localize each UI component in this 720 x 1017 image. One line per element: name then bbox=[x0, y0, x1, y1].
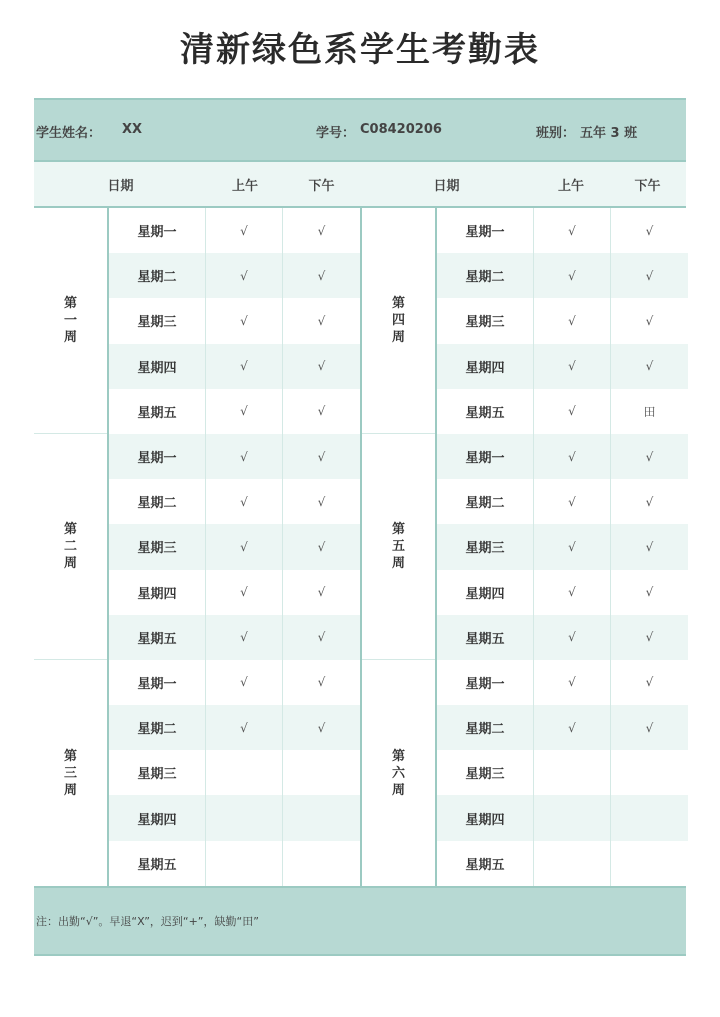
day-cell: 星期五 bbox=[109, 389, 206, 434]
pm-cell bbox=[283, 841, 360, 886]
pm-cell: √ bbox=[645, 585, 654, 600]
am-cell: √ bbox=[534, 570, 611, 615]
week-label: 第 六 周 bbox=[391, 748, 405, 798]
day-cell: 星期三 bbox=[109, 524, 206, 569]
week-label-column bbox=[34, 208, 109, 886]
day-cell: 星期二 bbox=[437, 479, 534, 524]
am-cell: √ bbox=[206, 615, 283, 660]
pm-cell bbox=[611, 841, 688, 886]
week-label-column bbox=[362, 208, 437, 886]
pm-cell: √ bbox=[645, 539, 654, 554]
table-row bbox=[109, 524, 360, 569]
am-cell: √ bbox=[206, 705, 283, 750]
day-cell: 星期二 bbox=[109, 479, 206, 524]
attendance-sheet bbox=[34, 98, 686, 956]
day-cell: 星期三 bbox=[109, 298, 206, 343]
id-label: 学号： bbox=[316, 126, 356, 141]
table-row bbox=[109, 795, 360, 840]
day-cell: 星期一 bbox=[437, 434, 534, 479]
day-cell: 星期三 bbox=[437, 524, 534, 569]
table-row bbox=[437, 479, 688, 524]
am-cell: √ bbox=[534, 524, 611, 569]
page-title: 清新绿色系学生考勤表 bbox=[180, 30, 540, 70]
am-cell: √ bbox=[534, 208, 611, 253]
am-cell: √ bbox=[206, 208, 283, 253]
pm-cell: √ bbox=[317, 223, 326, 238]
legend-note: 注：出勤“√”。早退“X”，迟到“+”，缺勤“田” bbox=[34, 888, 686, 956]
am-cell bbox=[206, 750, 283, 795]
table-row bbox=[437, 750, 688, 795]
table-row bbox=[109, 841, 360, 886]
day-rows bbox=[437, 208, 688, 886]
am-cell: √ bbox=[534, 479, 611, 524]
attendance-grid bbox=[34, 208, 686, 888]
table-row bbox=[437, 434, 688, 479]
pm-cell: √ bbox=[645, 630, 654, 645]
day-rows bbox=[109, 208, 360, 886]
pm-cell: √ bbox=[317, 268, 326, 283]
table-row bbox=[437, 253, 688, 298]
day-cell: 星期二 bbox=[109, 705, 206, 750]
header-date-left: 日期 bbox=[107, 178, 134, 194]
table-row bbox=[437, 795, 688, 840]
day-cell: 星期一 bbox=[437, 208, 534, 253]
pm-cell: √ bbox=[645, 720, 654, 735]
table-row bbox=[109, 208, 360, 253]
am-cell: √ bbox=[206, 660, 283, 705]
day-cell: 星期五 bbox=[437, 841, 534, 886]
table-row bbox=[109, 615, 360, 660]
weeks-4-6 bbox=[360, 208, 688, 886]
am-cell: √ bbox=[534, 253, 611, 298]
pm-cell: √ bbox=[317, 585, 326, 600]
day-cell: 星期二 bbox=[437, 253, 534, 298]
day-cell: 星期一 bbox=[109, 660, 206, 705]
table-row bbox=[109, 253, 360, 298]
am-cell: √ bbox=[534, 660, 611, 705]
am-cell: √ bbox=[534, 705, 611, 750]
week-label: 第 三 周 bbox=[63, 748, 77, 798]
week-label: 第 二 周 bbox=[34, 434, 107, 660]
table-row bbox=[109, 298, 360, 343]
day-cell: 星期四 bbox=[437, 344, 534, 389]
week-label: 第 四 周 bbox=[362, 208, 435, 434]
header-pm-left: 下午 bbox=[308, 178, 335, 194]
pm-cell: √ bbox=[317, 313, 326, 328]
day-cell: 星期二 bbox=[109, 253, 206, 298]
name-label: 学生姓名： bbox=[36, 126, 102, 141]
pm-cell: √ bbox=[317, 675, 326, 690]
am-cell: √ bbox=[534, 298, 611, 343]
day-cell: 星期五 bbox=[109, 841, 206, 886]
table-row bbox=[109, 570, 360, 615]
table-row bbox=[437, 389, 688, 434]
pm-cell bbox=[611, 795, 688, 840]
student-info-bar bbox=[34, 98, 686, 162]
am-cell bbox=[534, 841, 611, 886]
pm-cell: √ bbox=[317, 359, 326, 374]
table-row bbox=[437, 298, 688, 343]
weeks-1-3 bbox=[34, 208, 360, 886]
pm-cell: √ bbox=[317, 404, 326, 419]
pm-cell: √ bbox=[317, 720, 326, 735]
table-row bbox=[109, 705, 360, 750]
am-cell: √ bbox=[206, 479, 283, 524]
pm-cell: √ bbox=[317, 494, 326, 509]
table-row bbox=[437, 705, 688, 750]
table-row bbox=[437, 344, 688, 389]
am-cell: √ bbox=[534, 344, 611, 389]
day-cell: 星期五 bbox=[109, 615, 206, 660]
class-value: 五年 3 班 bbox=[580, 126, 638, 141]
table-row bbox=[437, 208, 688, 253]
day-cell: 星期五 bbox=[437, 615, 534, 660]
day-cell: 星期三 bbox=[437, 750, 534, 795]
am-cell: √ bbox=[206, 253, 283, 298]
day-cell: 星期四 bbox=[109, 795, 206, 840]
table-row bbox=[437, 524, 688, 569]
day-cell: 星期一 bbox=[109, 208, 206, 253]
week-label: 第 五 周 bbox=[362, 434, 435, 660]
table-row bbox=[437, 660, 688, 705]
header-date-right: 日期 bbox=[433, 178, 460, 194]
pm-cell: √ bbox=[317, 539, 326, 554]
am-cell: √ bbox=[206, 570, 283, 615]
name-value: XX bbox=[122, 122, 143, 137]
table-row bbox=[109, 389, 360, 434]
am-cell bbox=[206, 795, 283, 840]
table-row bbox=[437, 570, 688, 615]
table-row bbox=[109, 344, 360, 389]
pm-cell: √ bbox=[645, 449, 654, 464]
day-cell: 星期四 bbox=[437, 795, 534, 840]
id-value: C08420206 bbox=[360, 122, 442, 137]
am-cell: √ bbox=[206, 298, 283, 343]
pm-cell bbox=[283, 750, 360, 795]
table-row bbox=[109, 434, 360, 479]
pm-cell: √ bbox=[645, 494, 654, 509]
am-cell bbox=[534, 750, 611, 795]
am-cell: √ bbox=[206, 434, 283, 479]
table-row bbox=[109, 660, 360, 705]
day-cell: 星期三 bbox=[437, 298, 534, 343]
am-cell: √ bbox=[534, 615, 611, 660]
am-cell: √ bbox=[206, 389, 283, 434]
pm-cell bbox=[611, 750, 688, 795]
am-cell: √ bbox=[206, 524, 283, 569]
table-row bbox=[109, 750, 360, 795]
header-am-right: 上午 bbox=[557, 178, 584, 194]
day-cell: 星期四 bbox=[109, 570, 206, 615]
day-cell: 星期一 bbox=[437, 660, 534, 705]
pm-cell: √ bbox=[645, 313, 654, 328]
pm-cell: √ bbox=[317, 449, 326, 464]
day-cell: 星期五 bbox=[437, 389, 534, 434]
day-cell: 星期四 bbox=[109, 344, 206, 389]
am-cell: √ bbox=[534, 389, 611, 434]
pm-cell: 田 bbox=[643, 404, 656, 419]
class-label: 班别： bbox=[536, 126, 576, 141]
day-cell: 星期二 bbox=[437, 705, 534, 750]
am-cell bbox=[534, 795, 611, 840]
pm-cell bbox=[283, 795, 360, 840]
table-row bbox=[109, 479, 360, 524]
am-cell bbox=[206, 841, 283, 886]
column-header-row bbox=[34, 162, 686, 208]
day-cell: 星期一 bbox=[109, 434, 206, 479]
header-am-left: 上午 bbox=[231, 178, 258, 194]
pm-cell: √ bbox=[645, 675, 654, 690]
pm-cell: √ bbox=[645, 223, 654, 238]
pm-cell: √ bbox=[645, 268, 654, 283]
day-cell: 星期三 bbox=[109, 750, 206, 795]
am-cell: √ bbox=[206, 344, 283, 389]
table-row bbox=[437, 615, 688, 660]
pm-cell: √ bbox=[645, 359, 654, 374]
header-pm-right: 下午 bbox=[634, 178, 661, 194]
pm-cell: √ bbox=[317, 630, 326, 645]
week-label: 第 一 周 bbox=[34, 208, 107, 434]
table-row bbox=[437, 841, 688, 886]
day-cell: 星期四 bbox=[437, 570, 534, 615]
am-cell: √ bbox=[534, 434, 611, 479]
